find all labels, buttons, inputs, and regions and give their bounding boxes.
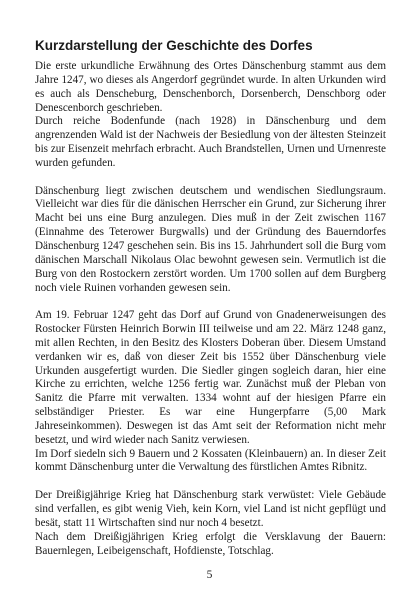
body-text <box>35 60 386 558</box>
paragraph-archaeological-finds: Durch reiche Bodenfunde (nach 1928) in Dänschenburg und dem angrenzenden Wald ist der Nachweis der Besiedlung von der ältesten Steinzeit bis zur Eisenzeit mehrfach erbracht. Auch Brandstellen, Urnen und Urnenreste wurden gefunden. <box>35 115 386 169</box>
paragraph-doberan-monastery: Am 19. Februar 1247 geht das Dorf auf Grund von Gnadenerweisungen des Rostocker Fürsten Heinrich Borwin III teilweise und am 22. März 1248 ganz, mit allen Rechten, in den Besitz des Klosters Doberan über. Diesem Umstand verdanken wir es, daß von dieser Zeit bis 1552 über Dänschenburg viele Urkunden ausgefertigt wurden. Die Siedler gingen sogleich daran, hier eine Kirche zu errichten, welche 1256 fertig war. Zunächst muß der Pleban von Sanitz die Pfarre mit verwalten. 1334 wohnt auf der hiesigen Pfarre ein selbständiger Priester. Es war eine Hungerpfarre (5,00 Mark Jahreseinkommen). Deswegen ist das Amt seit der Reformation nicht mehr besetzt, und wird wieder nach Sanitz verwiesen. <box>35 309 386 446</box>
paragraph-thirty-years-war: Der Dreißigjährige Krieg hat Dänschenburg stark verwüstet: Viele Gebäude sind verfallen, es gibt wenig Vieh, kein Korn, viel Land ist nicht gepflügt und besät, statt 11 Wirtschaften sind nur noch 4 besetzt. <box>35 489 386 529</box>
page-number: 5 <box>206 569 213 581</box>
paragraph-settlers: Im Dorf siedeln sich 9 Bauern und 2 Kossaten (Kleinbauern) an. In dieser Zeit kommt Dänschenburg unter die Verwaltung des fürstlichen Amtes Ribnitz. <box>35 447 386 474</box>
paragraph-first-mention: Die erste urkundliche Erwähnung des Ortes Dänschenburg stammt aus dem Jahre 1247, wo dieses als Angerdorf gegründet wurde. In alten Urkunden wird es auch als Denscheburg, Denschenborch, Dorsenberch, Denschborg oder Denescenborch geschrieben. <box>35 60 386 114</box>
page-title: Kurzdarstellung der Geschichte des Dorfes <box>35 38 313 53</box>
paragraph-danish-castle: Dänschenburg liegt zwischen deutschem und wendischen Siedlungsraum. Vielleicht war dies für die dänischen Herrscher ein Grund, zur Sicherung ihrer Macht bei uns eine Burg anzulegen. Dies muß in der Zeit zwischen 1167 (Einnahme des Teterower Burgwalls) und der Gründung des Bauerndorfes Dänschenburg 1247 geschehen sein. Bis ins 15. Jahrhundert soll die Burg vom dänischen Marschall Nikolaus Olac bewohnt gewesen sein. Vermutlich ist die Burg von den Rostockern zerstört worden. Um 1700 sollen auf dem Burgberg noch viele Ruinen vorhanden gewesen sein. <box>35 184 386 294</box>
paragraph-serfdom: Nach dem Dreißigjährigen Krieg erfolgt die Versklavung der Bauern: Bauernlegen, Leibeigenschaft, Hofdienste, Totschlag. <box>35 530 386 557</box>
